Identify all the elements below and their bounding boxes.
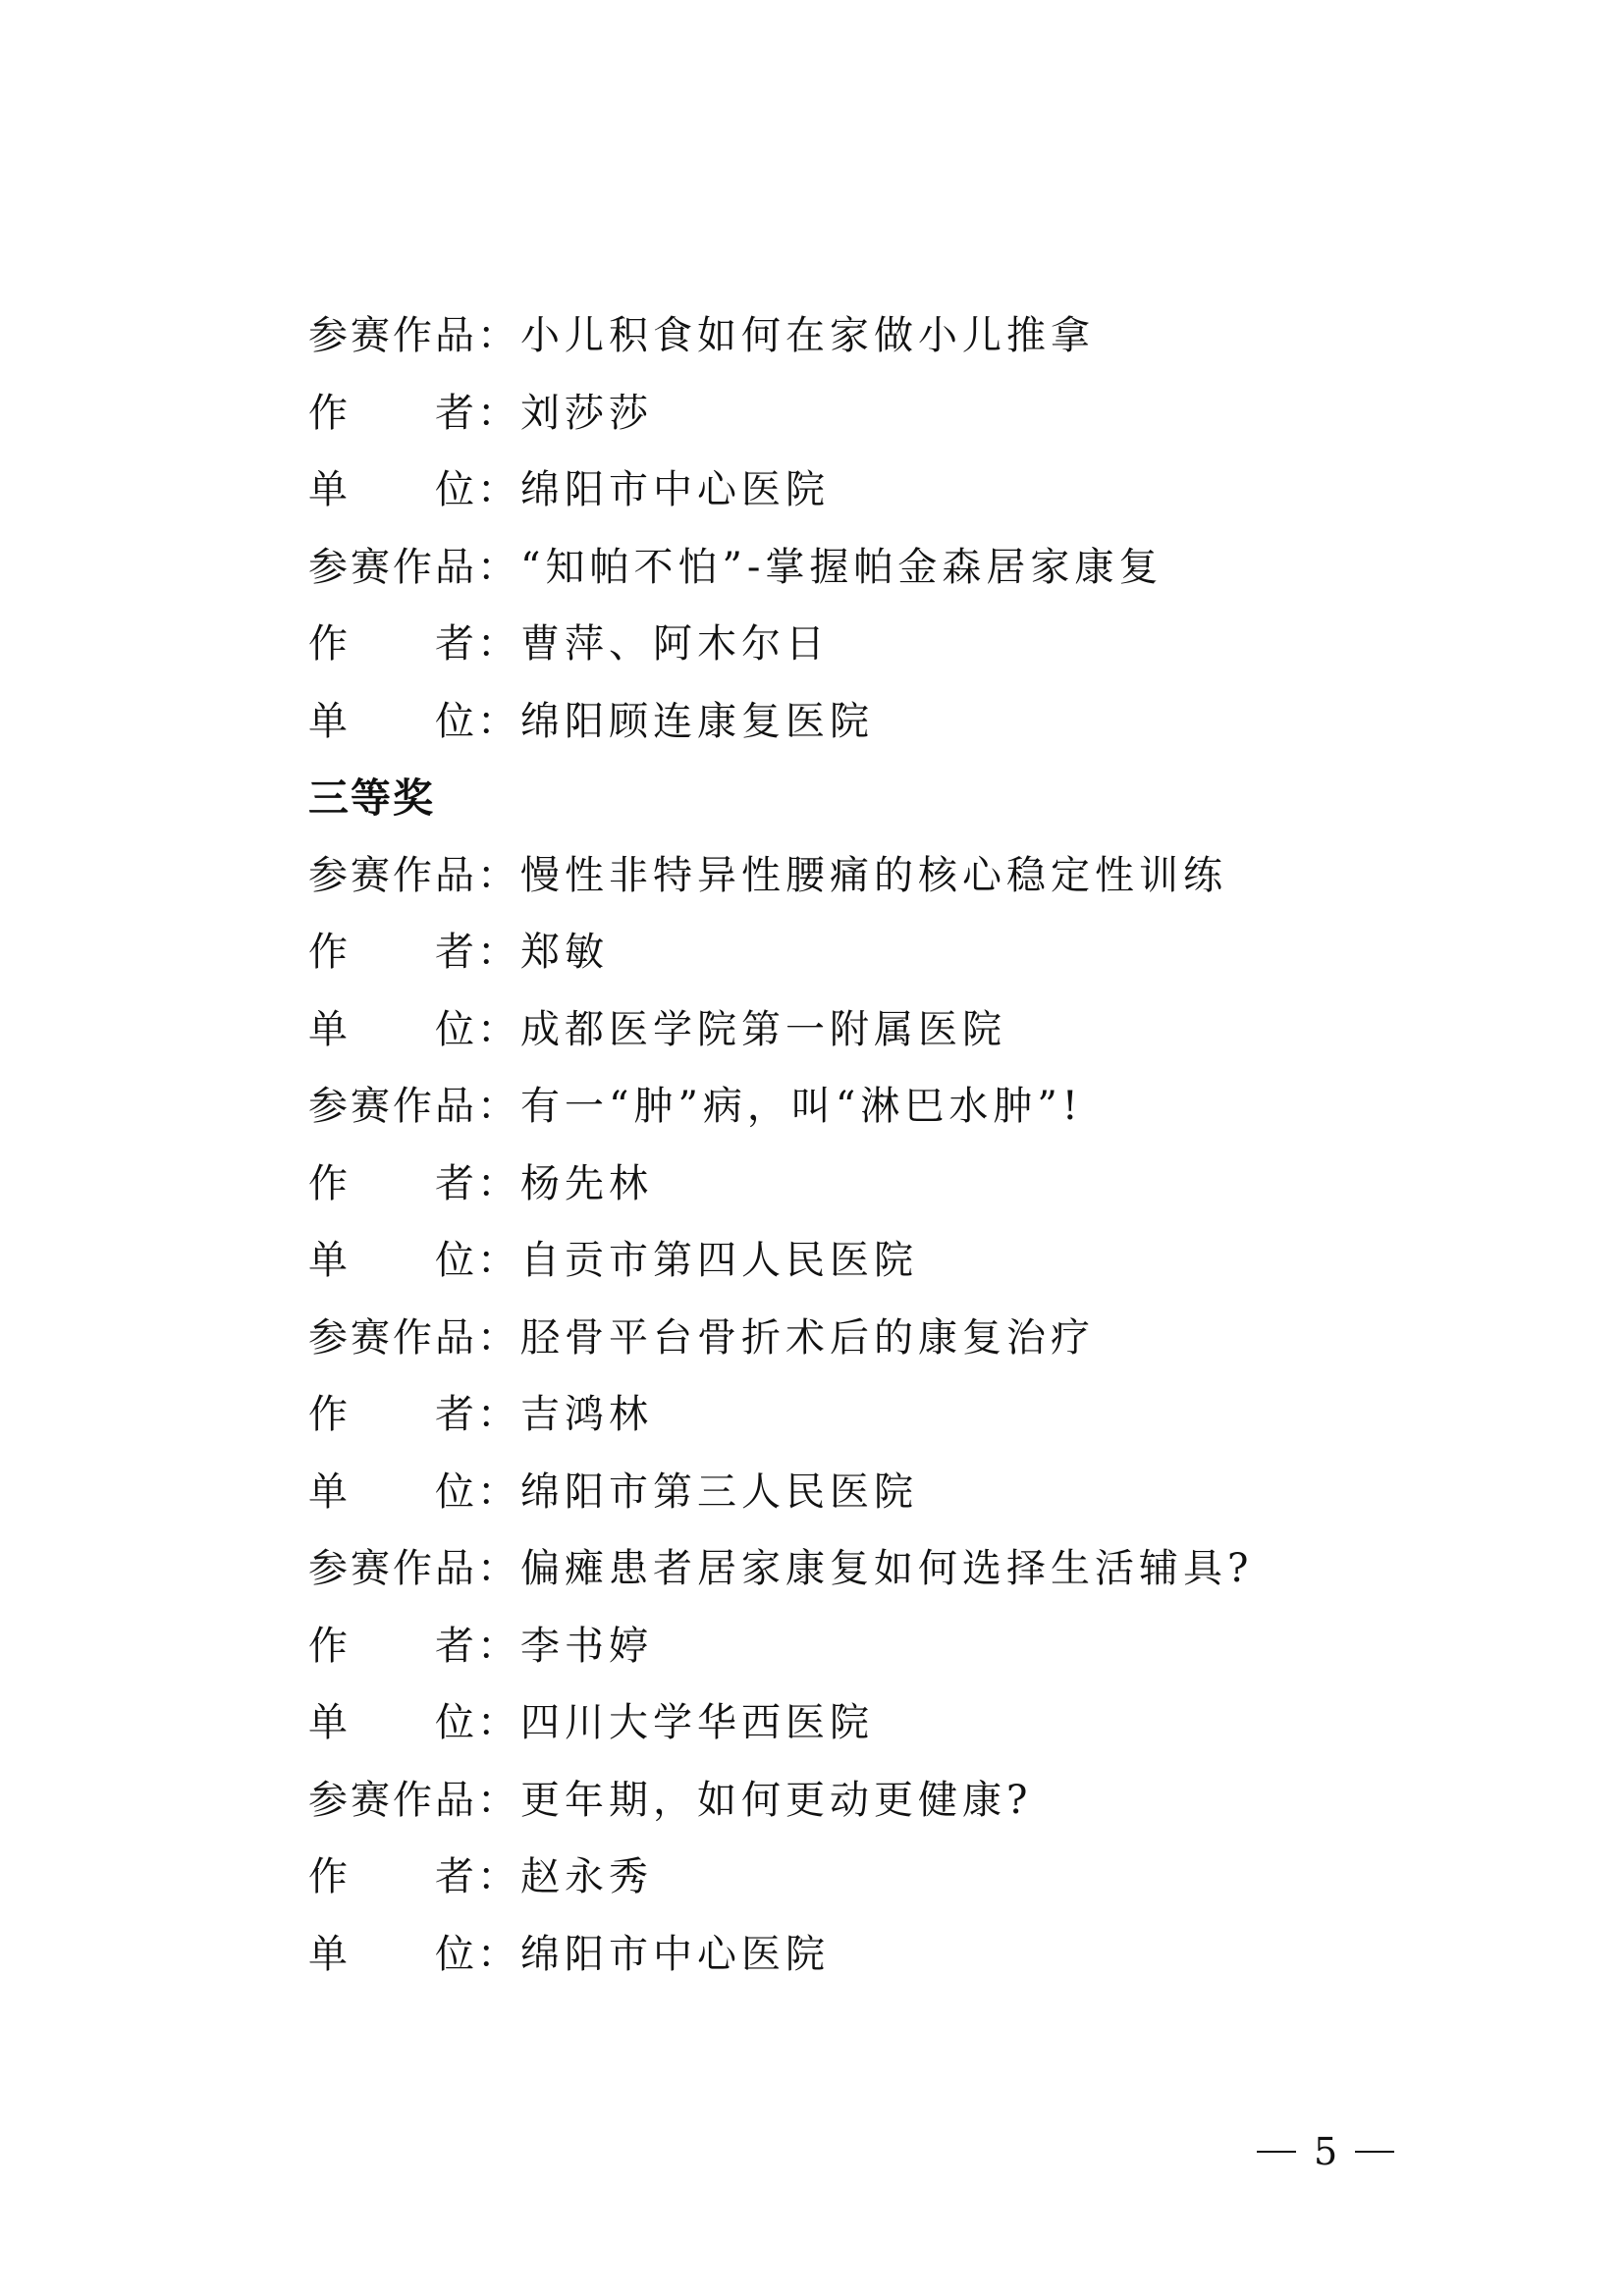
colon: ： — [477, 1238, 516, 1283]
entry-author-row — [308, 1146, 1418, 1223]
entry-work-row — [308, 529, 1418, 607]
colon: ： — [477, 1006, 516, 1052]
entry-work-row — [308, 1762, 1418, 1840]
colon: ： — [477, 467, 516, 512]
colon: ： — [477, 852, 516, 898]
entry-author-row — [308, 1608, 1418, 1685]
colon: ： — [477, 544, 516, 590]
work-label: 参赛作品 — [308, 1546, 477, 1591]
unit-label: 单 位 — [308, 1238, 477, 1283]
work-label: 参赛作品 — [308, 1314, 477, 1361]
entry-work-row — [308, 837, 1418, 915]
colon: ： — [477, 1084, 516, 1129]
page-number-footer — [1257, 2130, 1394, 2173]
author-label: 作 者 — [308, 1392, 477, 1437]
entry-unit-row — [308, 1684, 1418, 1762]
unit-label: 单 位 — [308, 698, 477, 744]
work-title: 有一“肿”病，叫“淋巴水肿”! — [520, 1084, 1083, 1129]
entry-work-row — [308, 1300, 1418, 1377]
entry-unit-row — [308, 1454, 1418, 1531]
entry-unit-row — [308, 1916, 1418, 1994]
entry-author-row — [308, 1376, 1418, 1454]
work-title: 更年期，如何更动更健康? — [520, 1777, 1033, 1823]
colon: ： — [477, 390, 516, 436]
unit-name: 绵阳顾连康复医院 — [520, 698, 874, 744]
colon: ： — [477, 1777, 516, 1823]
work-label: 参赛作品 — [308, 1084, 477, 1129]
section-heading-third-prize: 三等奖 — [308, 774, 435, 822]
dash-right — [1355, 2151, 1394, 2153]
entry-author-row — [308, 606, 1418, 683]
unit-name: 四川大学华西医院 — [520, 1700, 874, 1745]
entry-author-row — [308, 1839, 1418, 1916]
unit-label: 单 位 — [308, 467, 477, 512]
author-name: 杨先林 — [520, 1160, 653, 1206]
author-label: 作 者 — [308, 930, 477, 975]
work-label: 参赛作品 — [308, 313, 477, 358]
entry-work-row — [308, 1530, 1418, 1608]
unit-label: 单 位 — [308, 1006, 477, 1052]
dash-left — [1257, 2151, 1296, 2153]
author-name: 郑敏 — [520, 930, 609, 975]
colon: ： — [477, 1392, 516, 1437]
entry-work-row — [308, 297, 1418, 375]
author-name: 曹萍、阿木尔日 — [520, 621, 830, 667]
work-title: “知帕不怕”-掌握帕金森居家康复 — [520, 544, 1164, 590]
author-name: 刘莎莎 — [520, 390, 653, 436]
colon: ： — [477, 698, 516, 744]
entry-work-row — [308, 1068, 1418, 1146]
author-label: 作 者 — [308, 1623, 477, 1669]
work-title: 小儿积食如何在家做小儿推拿 — [520, 313, 1095, 358]
entry-author-row — [308, 914, 1418, 991]
unit-name: 成都医学院第一附属医院 — [520, 1006, 1006, 1052]
work-title: 慢性非特异性腰痛的核心稳定性训练 — [520, 852, 1227, 898]
unit-label: 单 位 — [308, 1468, 477, 1515]
entry-unit-row — [308, 683, 1418, 761]
unit-name: 绵阳市中心医院 — [520, 1931, 830, 1977]
entry-unit-row — [308, 452, 1418, 529]
author-label: 作 者 — [308, 390, 477, 436]
colon: ： — [477, 1160, 516, 1206]
work-label: 参赛作品 — [308, 852, 477, 898]
colon: ： — [477, 1623, 516, 1669]
colon: ： — [477, 621, 516, 667]
colon: ： — [477, 1700, 516, 1745]
page-number: 5 — [1314, 2130, 1338, 2173]
unit-name: 绵阳市第三人民医院 — [520, 1468, 918, 1515]
unit-label: 单 位 — [308, 1700, 477, 1745]
author-name: 李书婷 — [520, 1623, 653, 1669]
entry-unit-row — [308, 1222, 1418, 1300]
author-name: 吉鸿林 — [520, 1392, 653, 1437]
colon: ： — [477, 1546, 516, 1591]
unit-name: 自贡市第四人民医院 — [520, 1238, 918, 1283]
work-title: 偏瘫患者居家康复如何选择生活辅具? — [520, 1546, 1254, 1591]
colon: ： — [477, 313, 516, 358]
unit-name: 绵阳市中心医院 — [520, 467, 830, 512]
entry-unit-row — [308, 991, 1418, 1069]
work-title: 胫骨平台骨折术后的康复治疗 — [520, 1314, 1095, 1361]
document-body — [308, 297, 1418, 1993]
unit-label: 单 位 — [308, 1931, 477, 1977]
colon: ： — [477, 1854, 516, 1899]
author-label: 作 者 — [308, 1854, 477, 1899]
work-label: 参赛作品 — [308, 1777, 477, 1823]
entry-author-row — [308, 375, 1418, 453]
colon: ： — [477, 930, 516, 975]
author-label: 作 者 — [308, 621, 477, 667]
colon: ： — [477, 1314, 516, 1361]
work-label: 参赛作品 — [308, 544, 477, 590]
author-label: 作 者 — [308, 1160, 477, 1206]
author-name: 赵永秀 — [520, 1854, 653, 1899]
colon: ： — [477, 1468, 516, 1515]
colon: ： — [477, 1931, 516, 1977]
